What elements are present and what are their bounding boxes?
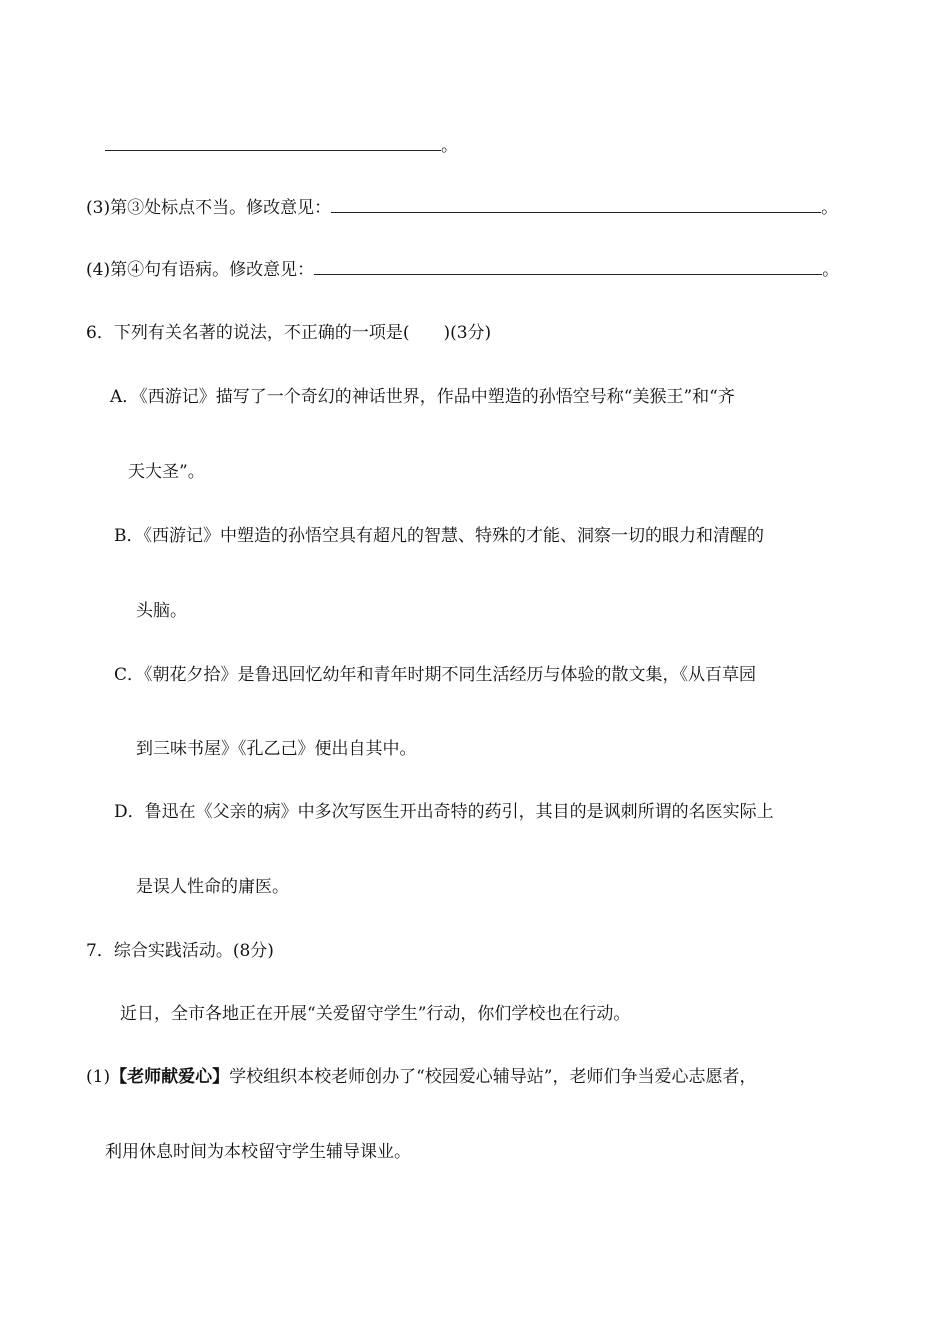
q7-sub1-text: 学校组织本校老师创办了“校园爱心辅导站”，老师们争当爱心志愿者， [229,1067,757,1087]
answer-blank[interactable] [314,258,822,275]
q7-sub1-line2: 利用休息时间为本校留守学生辅导课业。 [105,1142,411,1162]
q6-option-d-line1: D．鲁迅在《父亲的病》中多次写医生开出奇特的药引，其目的是讽刺所谓的名医实际上 [114,802,774,822]
q6-option-c-line1: C．《朝花夕拾》是鲁迅回忆幼年和青年时期不同生活经历与体验的散文集，《从百草园 [114,665,757,685]
q7-stem: 7．综合实践活动。(8分) [86,941,274,961]
q6-option-a-line2: 天大圣”。 [128,462,205,482]
q5-sub4: (4)第④句有语病。修改意见： 。 [86,260,840,280]
q7-sub1-heading: 【老师献爱心】 [110,1067,230,1087]
q6-option-d-line2: 是误人性命的庸医。 [136,877,289,897]
q5-sub3: (3)第③处标点不当。修改意见： 。 [86,198,839,218]
q5-continued-answer-line: 。 [105,134,458,157]
q6-option-a-line1: A．《西游记》描写了一个奇幻的神话世界，作品中塑造的孙悟空号称“美猴王”和“齐 [110,387,735,407]
q6-option-c-line2: 到三味书屋》《孔乙己》便出自其中。 [136,739,417,759]
q5-sub3-label: (3)第③处标点不当。修改意见： [86,198,332,218]
q5-sub4-label: (4)第④句有语病。修改意见： [86,260,315,280]
q6-option-b-line1: B．《西游记》中塑造的孙悟空具有超凡的智慧、特殊的才能、洞察一切的眼力和清醒的 [114,526,764,546]
q6-stem: 6．下列有关名著的说法，不正确的一项是( )(3分) [86,323,492,343]
q7-intro: 近日，全市各地正在开展“关爱留守学生”行动，你们学校也在行动。 [120,1004,631,1024]
answer-blank[interactable] [331,196,821,213]
q7-sub1-prefix: (1) [86,1067,111,1087]
q7-sub1 [86,1066,756,1088]
q6-option-b-line2: 头脑。 [136,601,187,621]
answer-blank[interactable] [105,134,441,151]
